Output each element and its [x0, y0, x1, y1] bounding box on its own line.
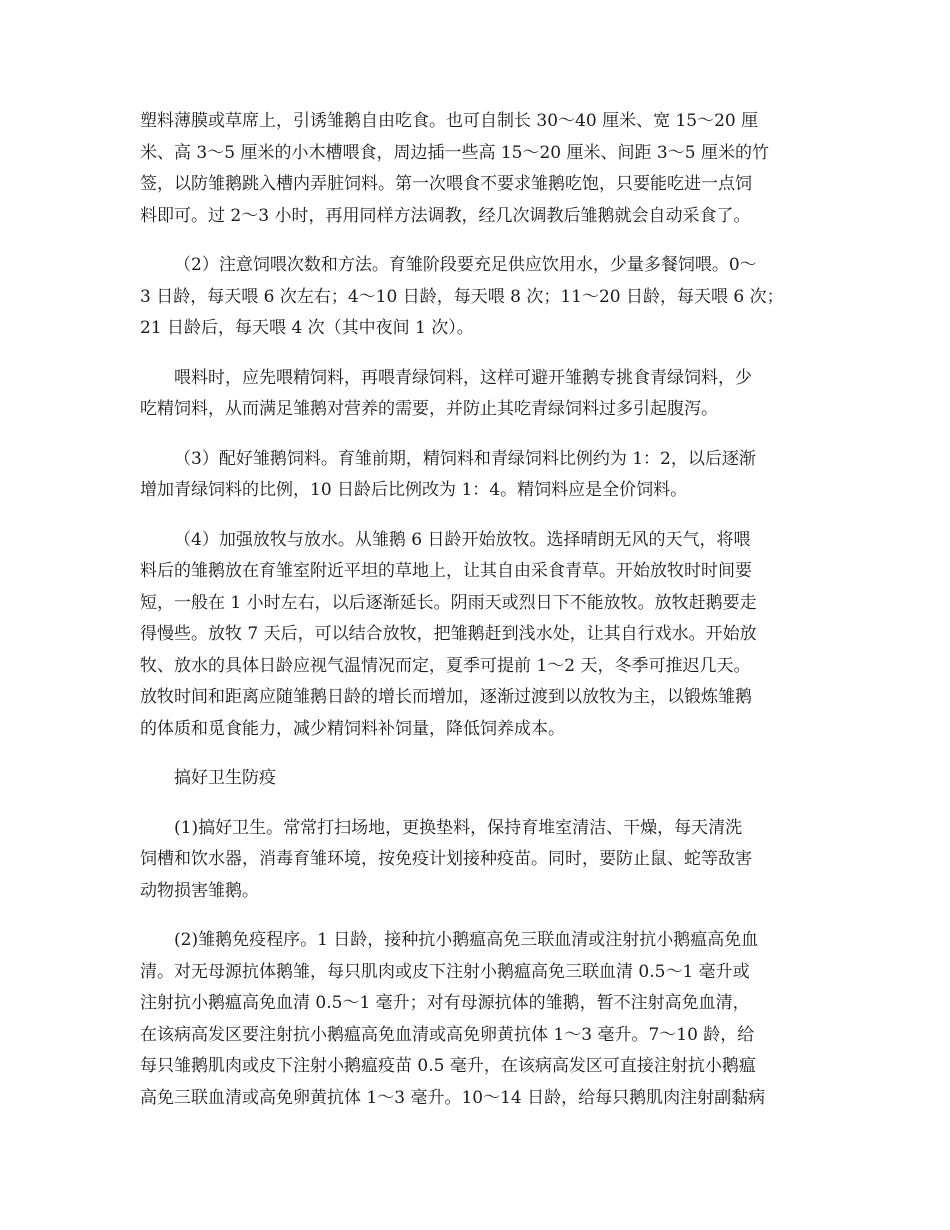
paragraph-feeding-order: [140, 363, 810, 426]
text-line: 料后的雏鹅放在育雏室附近平坦的草地上，让其自由采食青草。开始放牧时时间要: [140, 561, 752, 581]
text-line: 放牧时间和距离应随雏鹅日龄的增长而增加，逐渐过渡到以放牧为主，以锻炼雏鹅: [140, 687, 752, 707]
text-line: 在该病高发区要注射抗小鹅瘟高免血清或高免卵黄抗体 1～3 毫升。7～10 龄，给: [140, 1024, 755, 1045]
paragraph-feeding-training: [140, 106, 810, 232]
paragraph-hygiene: [140, 813, 810, 908]
text-line: 得慢些。放牧 7 天后，可以结合放牧，把雏鹅赶到浅水处，让其自行戏水。开始放: [140, 624, 757, 644]
paragraph-immunization: [140, 925, 810, 1114]
text-line: 每只雏鹅肌肉或皮下注射小鹅瘟疫苗 0.5 毫升，在该病高发区可直接注射抗小鹅瘟: [140, 1056, 756, 1076]
text-line: 3 日龄，每天喂 6 次左右；4～10 日龄，每天喂 8 次；11～20 日龄，每天喂 6 次；: [140, 286, 784, 307]
text-line: 饲槽和饮水器，消毒育雏环境，按免疫计划接种疫苗。同时，要防止鼠、蛇等敌害: [140, 849, 752, 869]
text-line: 塑料薄膜或草席上，引诱雏鹅自由吃食。也可自制长 30～40 厘米、宽 15～20 厘: [140, 111, 759, 131]
paragraph-grazing: [140, 525, 810, 746]
text-line: 高免三联血清或高免卵黄抗体 1～3 毫升。10～14 日龄，给每只鹅肌肉注射副黏病: [140, 1087, 766, 1108]
text-line: 料即可。过 2～3 小时，再用同样方法调教，经几次调教后雏鹅就会自动采食了。: [140, 205, 751, 226]
text-line: 21 日龄后，每天喂 4 次（其中夜间 1 次）。: [140, 318, 474, 338]
text-line: 短，一般在 1 小时左右，以后逐渐延长。阴雨天或烈日下不能放牧。放牧赶鹅要走: [140, 592, 757, 613]
text-line: 牧、放水的具体日龄应视气温情况而定，夏季可提前 1～2 天，冬季可推迟几天。: [140, 655, 751, 676]
text-line: 吃精饲料，从而满足雏鹅对营养的需要，并防止其吃青绿饲料过多引起腹泻。: [140, 399, 718, 419]
paragraph-feeding-frequency: [140, 250, 810, 345]
text-line: (1)搞好卫生。常常打扫场地，更换垫料，保持育堆室清洁、干燥，每天清洗: [174, 817, 743, 838]
text-line: (2)雏鹅免疫程序。1 日龄，接种抗小鹅瘟高免三联血清或注射抗小鹅瘟高免血: [174, 930, 759, 950]
text-line: （2）注意饲喂次数和方法。育雏阶段要充足供应饮用水，少量多餐饲喂。0～: [174, 255, 757, 275]
text-line: 增加青绿饲料的比例，10 日龄后比例改为 1：4。精饲料应是全价饲料。: [140, 480, 688, 500]
text-line: （4）加强放牧与放水。从雏鹅 6 日龄开始放牧。选择晴朗无风的天气，将喂: [174, 529, 751, 550]
text-line: （3）配好雏鹅饲料。育雏前期，精饲料和青绿饲料比例约为 1：2，以后逐渐: [174, 448, 756, 469]
section-heading: 搞好卫生防疫: [174, 768, 276, 788]
section-heading-hygiene: [140, 763, 810, 795]
text-line: 米、高 3～5 厘米的小木槽喂食，周边插一些高 15～20 厘米、间距 3～5 厘米的竹: [140, 142, 769, 163]
text-line: 清。对无母源抗体鹅雏，每只肌肉或皮下注射小鹅瘟高免三联血清 0.5～1 毫升或: [140, 961, 750, 982]
text-line: 注射抗小鹅瘟高免血清 0.5～1 毫升；对有母源抗体的雏鹅，暂不注射高免血清，: [140, 993, 750, 1013]
text-line: 动物损害雏鹅。: [140, 880, 259, 901]
text-line: 签，以防雏鹅跳入槽内弄脏饲料。第一次喂食不要求雏鹅吃饱，只要能吃进一点饲: [140, 174, 752, 194]
text-line: 喂料时，应先喂精饲料，再喂青绿饲料，这样可避开雏鹅专挑食青绿饲料，少: [174, 367, 752, 388]
document-body: [140, 106, 810, 1132]
paragraph-feed-ratio: [140, 444, 810, 507]
text-line: 的体质和觅食能力，减少精饲料补饲量，降低饲养成本。: [140, 718, 565, 739]
